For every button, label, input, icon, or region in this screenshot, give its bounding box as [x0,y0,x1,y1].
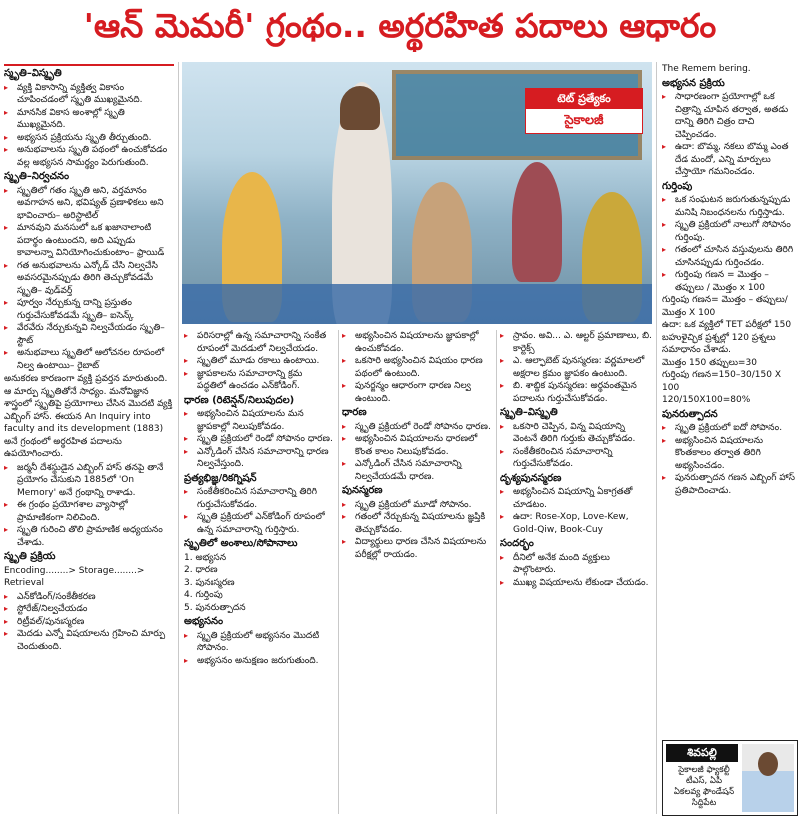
list-item [4,603,174,616]
bullet-icon: ▸ [342,421,347,431]
bullet-list [662,91,796,179]
list-item [342,499,492,512]
bullet-icon: ▸ [662,270,667,279]
bullet-list [500,486,652,536]
bullet-icon: ▸ [4,223,9,232]
list-item [500,446,652,471]
list-item [184,330,334,355]
list-item [662,269,796,294]
list-item [184,552,334,565]
list-item [662,435,796,473]
list-item-text: స్టోరేజ్/నిల్వచేయడం [17,604,88,614]
list-item [184,446,334,471]
bullet-list [4,591,174,654]
list-item-text: స్మృతి ప్రక్రియలో ఐదో సోపానం. [675,423,783,433]
list-item [4,591,174,604]
list-item [342,421,492,434]
column-divider [338,330,339,814]
section-heading: పునస్మరణ [342,485,383,496]
bullet-icon: ▸ [184,331,189,340]
author-name: శివపల్లి [666,744,738,762]
list-item-text: జర్మనీ దేశస్థుడైన ఎబ్బింగ్ హాస్ తనపై తానే ప్రయోగం చేసుకుని 1885లో 'On Memory' అనే గ్రంథాన్ని రాశాడు. [17,462,164,498]
column-4 [500,330,652,814]
bullet-icon: ▸ [4,616,9,626]
list-item-text: సాధారణంగా ప్రయోగాల్లో ఒక చిత్రాన్ని చూపిన తర్వాత, అతడు దాన్ని తిరిగి చిత్రం దాచి చెప్పించడం. [675,92,789,140]
list-item-text: స్మృతి ప్రక్రియలో ఎన్‌కోడింగ్ రూపంలో ఉన్న సమాచారాన్ని గుర్తిస్తారు. [197,512,325,535]
bullet-icon: ▸ [342,537,347,546]
section-heading: స్మృతిలో అంశాలు/సోపానాలు [184,538,298,549]
bullet-icon: ▸ [4,500,9,509]
bullet-icon: ▸ [184,512,189,521]
list-item [4,628,174,653]
bullet-icon: ▸ [342,512,347,521]
author-qualification: టీఎస్, ఏపీ [685,776,723,786]
bullet-list [500,552,652,590]
list-item [500,330,652,355]
column-1 [4,62,174,814]
list-item [184,511,334,536]
list-item [662,91,796,141]
section-heading: పునరుత్పాదన [662,408,718,420]
list-item [342,511,492,536]
author-organisation: ఏకలవ్య ఫౌండేషన్ సిద్దిపేట [673,787,735,808]
list-item [4,144,174,169]
list-item [4,347,174,372]
list-item [184,486,334,511]
bullet-icon: ▸ [500,331,505,340]
section-heading: స్మృతి ప్రక్రియ [4,551,56,562]
bullet-icon: ▸ [342,499,347,509]
list-item-text: 4. గుర్తింపు [184,590,223,600]
list-item-text: పూర్వం నేర్చుకున్న దాన్ని ప్రస్తుతం గుర్తుచేసుకోవడమే స్మృతి– ఐసెన్క్ [17,298,134,321]
list-item [184,655,334,668]
list-item [662,244,796,269]
list-item-text: స్మృతి ప్రక్రియలో రెండో సోపానం ధారణ. [355,421,491,432]
list-item-text: మానవుని మనసులో ఒక ఖజానాలాంటి పదార్థం ఉంటుందని, అది ఎప్పుడు కావాలన్నా వినియోగించుకుంటాం– ఫ్రాయిడ్ [17,223,165,258]
list-item-text: 5. పునరుత్పాదన [184,602,246,613]
bullet-icon: ▸ [4,323,9,332]
list-item [662,319,796,357]
bullet-icon: ▸ [500,552,505,562]
bullet-list [4,462,174,550]
badge [525,88,643,134]
list-item [662,369,796,394]
list-item-text: ఎన్కోడింగ్ చేసిన సమాచారాన్ని నిల్వచేయడమే ధారణ. [355,459,462,482]
list-item-text: పరిసరాల్లో ఉన్న సమాచారాన్ని సంకేత రూపంలో మెదడులో నిల్వచేయడం. [197,331,327,354]
list-item [342,433,492,458]
bullet-icon: ▸ [662,423,667,432]
list-item [184,630,334,655]
bullet-icon: ▸ [342,434,347,443]
bullet-icon: ▸ [4,462,9,472]
lead-line: The Remem bering. [662,64,751,74]
list-item-text: 3. పునఃస్మరణ [184,577,235,588]
paragraph: అనుకరణ కారణంగా వ్యక్తి ప్రవర్తన మారుతుంది. ఆ మార్పు స్మృతితోనే సాధ్యం. మనోవిజ్ఞాన శాస్త్రంలో స్మృతిపై ప్రయోగాలు చేసిన మొదటి వ్యక్తి ఎబ్బింగ్ హాస్. ఈయన An Inquiry into faculty and its development (1883) అనే గ్రంథంలో అర్థరహిత పదాలను ఉపయోగించారు. [4,374,173,459]
bullet-list [184,408,334,471]
list-item [662,294,796,307]
list-item-text: ఒకసారి అభ్యసించిన విషయం ధారణ పథంలో ఉంటుంది. [355,356,483,379]
list-item-text: మెదడు ఎన్నో విషయాలను గ్రహించి మార్పు చెందుతుంది. [17,629,166,652]
bullet-icon: ▸ [4,145,9,154]
list-item [184,589,334,602]
bullet-icon: ▸ [662,195,667,204]
list-item-text: అనుభవాలను స్మృతి పథంలో ఉంచుకోవడం వల్ల అభ్యసన సామర్థ్యం పెరుగుతుంది. [17,145,168,168]
bullet-list [184,330,334,393]
column-divider [178,62,179,814]
bullet-list [342,421,492,484]
list-item-text: అభ్యసించిన విషయాలను ధారణలో కొంత కాలం నిలుపుకోవడం. [355,434,478,457]
list-item [500,421,652,446]
column-3 [342,330,492,814]
list-item-text: స్రావం. అవి... ఎ. ఆల్టర్ ప్రమాణాలు, బి. కార్టెక్స్ [513,331,652,354]
bullet-list [342,330,492,405]
bullet-icon: ▸ [4,132,9,142]
bullet-icon: ▸ [500,512,505,521]
section-heading: స్మృతి–విస్మృతి [4,64,174,81]
section-heading: సందర్భం [500,538,534,549]
list-item [662,394,796,407]
list-item-text: ఉదా: ఒక వ్యక్తిలో TET పరీక్షలో 150 బహుళైచ్ఛిక ప్రశ్నల్లో 120 ప్రశ్నలు సమాధానం చేశాడు. [662,320,792,355]
bullet-icon: ▸ [184,368,189,378]
column-divider [496,330,497,814]
list-item [4,462,174,500]
list-item [4,297,174,322]
list-item [662,307,796,320]
bullet-icon: ▸ [184,356,189,365]
bullet-icon: ▸ [184,434,189,443]
bullet-icon: ▸ [4,525,9,534]
list-item [4,499,174,524]
author-photo-head [758,752,778,776]
list-item [342,458,492,483]
bullet-icon: ▸ [500,381,505,390]
list-item-text: స్మృతిలో గతం స్మృతి అని, వర్తమానం అవగాహన అని, భవిష్యత్ ప్రణాళికలు అని భావించారు– అరిస్టాటిల్ [17,185,164,221]
column-2 [184,330,334,814]
list-item-text: ముఖ్య విషయాలను లేకుండా చేయడం. [513,577,649,588]
bullet-icon: ▸ [4,298,9,307]
desk-row [182,284,652,324]
section-heading: స్మృతి–నిర్వచనం [4,171,70,182]
bullet-icon: ▸ [662,245,667,254]
list-item [500,511,652,536]
section-heading: ధారణ [342,407,367,418]
bullet-icon: ▸ [500,421,505,431]
list-item-text: ఈ గ్రంథం ప్రయోగశాల వ్యాసాల్లో ప్రామాణికంగా నిలిచింది. [17,500,128,523]
list-item-text: ఉదా: Rose-Xop, Love-Kew, Gold-Qiw, Book-Cuy [513,512,629,535]
bullet-icon: ▸ [4,82,9,92]
bullet-list [184,486,334,536]
badge-bottom: సైకాలజీ [564,113,604,128]
list-item-text: ఉదా: బొమ్మ, నకలు బొమ్మ ఎంత దేడ మందో, ఎన్ని మార్పులు చేస్తాయో గమనించడం. [675,142,789,177]
list-item-text: గుర్తింపు గణన= మొత్తం – తప్పులు/ [662,295,788,305]
list-item-text: అభ్యసించిన విషయాన్ని ఏకాగ్రతతో చూడటం. [513,487,633,510]
list-item-text: 1. అభ్యసన [184,552,227,563]
bullet-icon: ▸ [4,107,9,117]
bullet-icon: ▸ [342,381,347,390]
list-item-text: వేరవేరు నేర్చుకున్నవి నిల్వచేయడం స్మృతి– స్టౌట్ [17,323,165,346]
list-item-text: ఎ. ఆల్ఫాబెట్ పునస్మరణ: వర్ణమాలలో అక్షరాల క్రమం జ్ఞాపకం ఉంటుంది. [513,356,645,379]
list-item [500,486,652,511]
author-role: సైకాలజీ ఫ్యాకల్టీ [678,765,730,775]
list-item [662,219,796,244]
list-item-text: అభ్యసించిన విషయాలను జ్ఞాపకాల్లో ఉంచుకోవడం. [355,331,479,354]
section-heading: ధారణ (రిటెన్షన్/నిలుపుదల) [184,394,295,406]
badge-top: టెట్ ప్రత్యేకం [526,89,642,109]
bullet-icon: ▸ [662,473,667,482]
author-photo [742,744,794,812]
list-item-text: గతంలో నేర్చుకున్న విషయాలను జ్ఞప్తికి తెచ్చుకోవడం. [355,512,486,535]
bullet-list [4,185,174,373]
bullet-list [4,82,174,170]
list-item-text: ఒకసారి చెప్పిన, విన్న విషయాన్ని వెంటనే తిరిగి గుర్తుకు తెచ్చుకోవడం. [513,421,636,444]
bullet-icon: ▸ [500,446,505,456]
list-item [4,222,174,260]
column-5 [662,62,796,734]
list-item [500,577,652,590]
student-figure [512,162,562,282]
list-item [4,185,174,223]
formula-block [662,294,796,407]
bullet-icon: ▸ [4,604,9,613]
author-meta [666,765,742,809]
bullet-icon: ▸ [4,260,9,270]
list-item [4,82,174,107]
list-item [4,260,174,298]
list-item [184,577,334,590]
section-heading: ప్రత్యభిజ్ఞ/రికగ్నిషన్ [184,472,257,484]
list-item-text: జ్ఞాపకాలను సమాచారాన్ని క్రమ పద్ధతిలో ఉంచడం ఎన్‌కోడింగ్. [197,368,303,391]
bullet-icon: ▸ [184,630,189,640]
list-item [184,355,334,368]
bullet-icon: ▸ [4,348,9,357]
list-item [342,536,492,561]
process-line: Encoding........> Storage........> Retrieval [4,565,145,588]
list-item-text: మానసిక వికాస అంశాల్లో స్మృతి ముఖ్యమైనది. [17,107,125,130]
section-heading: స్మృతి–విస్మృతి [500,407,558,418]
list-item [500,355,652,380]
bullet-list [500,330,652,405]
bullet-icon: ▸ [662,435,667,445]
list-item-text: గతంలో చూసిన వస్తువులను తిరిగి చూసినప్పుడు గుర్తించడం. [675,245,794,268]
list-item-text: పునరుత్పాదన గణన ఎబ్బింగ్ హాస్ ప్రతిపాదించాడు. [675,473,795,496]
list-item-text: బి. శాబ్దిక పునస్మరణ: అర్థవంతమైన పదాలను గుర్తుచేసుకోవడం. [513,381,637,404]
list-item-text: దీనిలో అనేక మంది వ్యక్తులు పాల్గొంటారు. [513,552,610,575]
list-item [500,380,652,405]
list-item-text: మొత్తం 150 తప్పులు=30 [662,357,757,368]
list-item [4,132,174,145]
list-item-text: రిట్రీవల్/పునఃస్మరణ [17,616,85,627]
list-item [184,433,334,446]
list-item-text: సంకేతీకరించిన సమాచారాన్ని గుర్తుచేసుకోవడం. [513,446,613,469]
list-item-text: మొత్తం X 100 [662,307,716,318]
list-item-text: పునర్జన్మం ఆధారంగా ధారణ నిల్వ ఉంటుంది. [355,381,471,404]
author-box [662,740,798,816]
list-item [184,564,334,577]
section-heading: అభ్యసన ప్రక్రియ [662,77,725,89]
list-item-text: అభ్యసనం అనుక్షణం జరుగుతుంది. [197,655,319,666]
list-item [662,472,796,497]
list-item-text: ఒక సంఘటన జరుగుతున్నప్పుడు మనిషి నిబంధనలను గుర్తిస్తాడు. [675,195,791,218]
list-item [4,107,174,132]
list-item [184,602,334,615]
bullet-icon: ▸ [184,487,189,496]
headline: 'ఆన్ మెమరీ' గ్రంథం.. అర్థరహిత పదాలు ఆధారం [83,6,717,45]
bullet-icon: ▸ [500,487,505,496]
list-item [662,141,796,179]
bullet-list [500,421,652,471]
bullet-icon: ▸ [184,446,189,456]
list-item [342,330,492,355]
list-item [342,380,492,405]
bullet-list [662,422,796,497]
list-item-text: స్మృతిలో మూడు రకాలు ఉంటాయి. [197,356,320,366]
list-item-text: స్మృతి ప్రక్రియలో మూడో సోపానం. [355,499,472,510]
list-item [4,524,174,549]
list-item-text: విద్యార్థులు ధారణ చేసిన విషయాలను పరీక్షల్లో రాయడం. [355,537,487,560]
list-item-text: స్మృతి ప్రక్రియలో అభ్యసనం మొదటి సోపానం. [197,630,320,653]
list-item-text: స్మృతి ప్రక్రియలో రెండో సోపానం ధారణ. [197,434,333,444]
list-item-text: గుర్తింపు గణన=150–30/150 X 100 [662,370,782,393]
numbered-list [184,552,334,615]
list-item-text: 2. ధారణ [184,565,218,575]
list-item [342,355,492,380]
list-item-text: స్మృతి ప్రక్రియలో నాలుగో సోపానం గుర్తింపు. [675,220,791,243]
bullet-icon: ▸ [662,142,667,151]
list-item [662,422,796,435]
bullet-icon: ▸ [4,629,9,638]
list-item-text: అభ్యసించిన విషయాలను కొంతకాలం తర్వాత తిరిగి అభ్యసించడం. [675,435,764,471]
bullet-list [342,499,492,562]
list-item-text: గత అనుభవాలను ఎన్కోడ్ చేసి నిల్వచేసి అవసరమైనప్పుడు తిరిగి తెచ్చుకోవడమే స్మృతి– వుడ్‌వర్త్ [17,260,158,296]
list-item [184,368,334,393]
list-item-text: అభ్యసించిన విషయాలను మన జ్ఞాపకాల్లో నిలుపుకోవడం. [197,409,304,432]
bullet-icon: ▸ [184,655,189,665]
list-item [4,616,174,629]
bullet-icon: ▸ [4,591,9,601]
list-item [184,408,334,433]
list-item-text: వ్యక్తి వికాసాన్ని వ్యక్తిత్వ వికాసం చూపించడంలో స్మృతి ముఖ్యమైనది. [17,82,143,105]
section-heading: గుర్తింపు [662,180,693,192]
bullet-icon: ▸ [342,459,347,468]
list-item [662,194,796,219]
bullet-icon: ▸ [184,409,189,418]
list-item-text: సంకేతీకరించిన సమాచారాన్ని తిరిగి గుర్తుచేసుకోవడం. [197,487,317,510]
bullet-list [184,630,334,668]
bullet-icon: ▸ [342,331,347,340]
list-item [4,322,174,347]
teacher-head [340,86,380,130]
list-item-text: స్మృతి గురించి తొలి ప్రామాణిక అధ్యయనం చేశాడు. [17,525,163,548]
list-item [500,552,652,577]
section-heading: దృశ్యపునస్మరణ [500,472,562,484]
bullet-icon: ▸ [662,220,667,229]
bullet-list [662,194,796,294]
bullet-icon: ▸ [4,185,9,195]
list-item-text: 120/150X100=80% [662,395,751,405]
list-item-text: ఎన్కోడింగ్ చేసిన సమాచారాన్ని ధారణ నిల్వచేస్తుంది. [197,446,329,469]
bullet-icon: ▸ [500,577,505,587]
column-divider [656,62,657,814]
bullet-icon: ▸ [500,356,505,365]
list-item-text: గుర్తింపు గణన = మొత్తం – తప్పులు / మొత్తం x 100 [675,270,769,293]
list-item-text: ఎన్‌కోడింగ్/సంకేతీకరణ [17,591,96,602]
list-item-text: అభ్యసన ప్రక్రియను స్మృతి తీర్చుతుంది. [17,132,152,143]
list-item [662,357,796,370]
section-heading: అభ్యసనం [184,616,224,627]
list-item-text: అనుభవాలు స్మృతిలో ఆలోచనల రూపంలో నిల్వ ఉంటాయి– రైబాట్ [17,348,165,371]
bullet-icon: ▸ [662,92,667,101]
bullet-icon: ▸ [342,356,347,365]
